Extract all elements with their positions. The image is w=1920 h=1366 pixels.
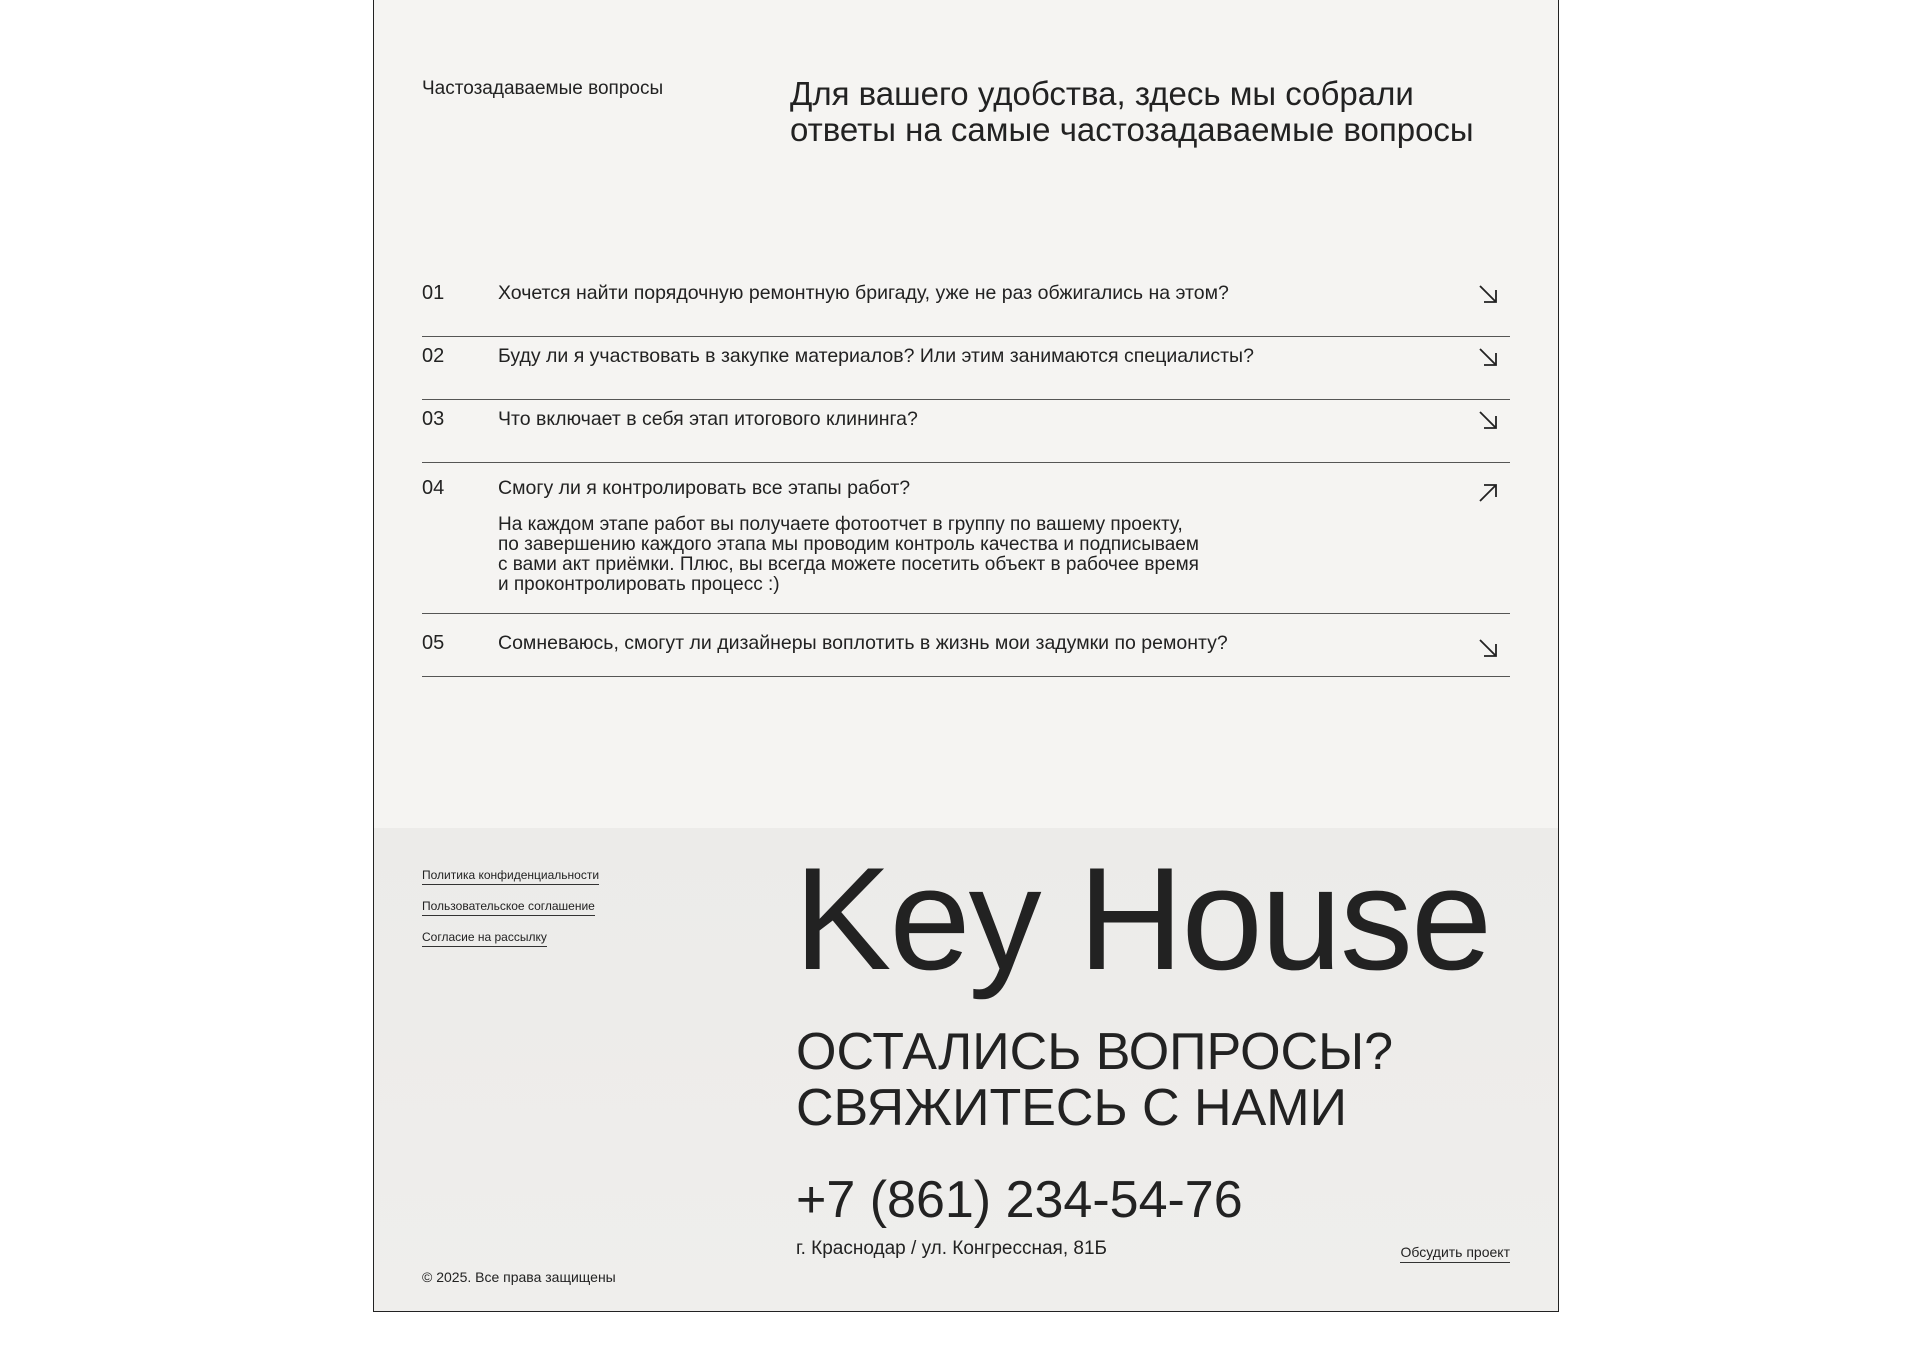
user-agreement-link[interactable]: Пользовательское соглашение <box>422 899 595 916</box>
faq-intro-heading: Для вашего удобства, здесь мы собрали ответы на самые частозадаваемые вопросы <box>790 75 1474 148</box>
faq-item-number: 02 <box>422 345 445 367</box>
faq-item-question[interactable]: Что включает в себя этап итогового клининга? <box>498 408 918 430</box>
copyright-text: © 2025. Все права защищены <box>422 1269 616 1285</box>
faq-item-question[interactable]: Смогу ли я контролировать все этапы работ? <box>498 477 911 499</box>
faq-item-question[interactable]: Сомневаюсь, смогут ли дизайнеры воплотить в жизнь мои задумки по ремонту? <box>498 632 1228 654</box>
faq-list <box>422 274 1510 677</box>
faq-item-03[interactable] <box>422 400 1510 463</box>
faq-item-01[interactable] <box>422 274 1510 337</box>
arrow-down-right-icon[interactable] <box>1476 282 1500 306</box>
faq-item-question[interactable]: Буду ли я участвовать в закупке материалов? Или этим занимаются специалисты? <box>498 345 1254 367</box>
faq-section <box>374 0 1558 828</box>
faq-item-number: 05 <box>422 632 445 654</box>
faq-item-04[interactable] <box>422 463 1510 614</box>
newsletter-consent-link[interactable]: Согласие на рассылку <box>422 930 547 947</box>
discuss-project-link[interactable]: Обсудить проект <box>1400 1244 1510 1263</box>
faq-item-05[interactable] <box>422 614 1510 677</box>
faq-item-number: 04 <box>422 477 445 499</box>
arrow-down-right-icon[interactable] <box>1476 408 1500 432</box>
arrow-down-right-icon[interactable] <box>1476 636 1500 660</box>
address-text: г. Краснодар / ул. Конгрессная, 81Б <box>796 1238 1107 1259</box>
arrow-down-right-icon[interactable] <box>1476 345 1500 369</box>
page <box>373 0 1559 1312</box>
contact-cta-heading: ОСТАЛИСЬ ВОПРОСЫ? СВЯЖИТЕСЬ С НАМИ <box>796 1023 1394 1137</box>
footer-legal-links <box>422 868 599 961</box>
faq-section-label: Частозадаваемые вопросы <box>422 78 664 99</box>
faq-item-number: 03 <box>422 408 445 430</box>
faq-item-02[interactable] <box>422 337 1510 400</box>
faq-item-number: 01 <box>422 282 445 304</box>
faq-item-question[interactable]: Хочется найти порядочную ремонтную бригаду, уже не раз обжигались на этом? <box>498 282 1229 304</box>
arrow-up-right-icon[interactable] <box>1476 481 1500 505</box>
brand-logo: Key House <box>794 837 1491 1000</box>
privacy-policy-link[interactable]: Политика конфиденциальности <box>422 868 599 885</box>
faq-item-answer: На каждом этапе работ вы получаете фотоотчет в группу по вашему проекту, по завершению каждого этапа мы проводим контроль качества и подписываем с вами акт приёмки. Плюс, вы всегда можете посетить объект в рабочее время и проконтролировать процесс :) <box>498 514 1199 595</box>
footer <box>374 828 1558 1312</box>
phone-number[interactable]: +7 (861) 234-54-76 <box>796 1171 1243 1229</box>
